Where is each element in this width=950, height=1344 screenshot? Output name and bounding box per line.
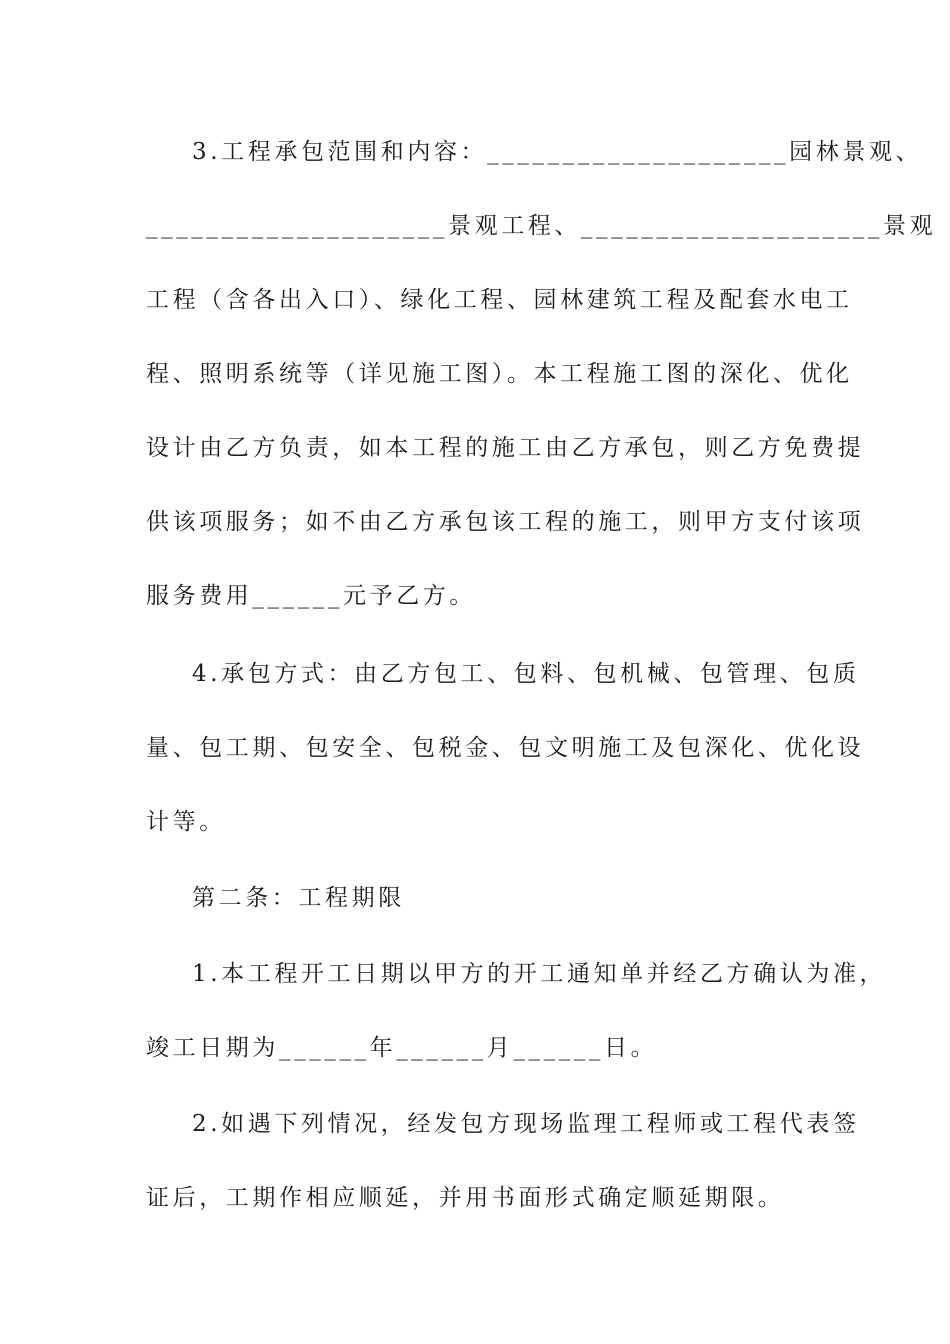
article-2-heading: 第二条：工程期限: [192, 885, 405, 911]
term-1-line-1: 1.本工程开工日期以甲方的开工通知单并经乙方确认为准，: [192, 961, 887, 987]
term-2-line-1: 2.如遇下列情况，经发包方现场监理工程师或工程代表签: [192, 1111, 860, 1137]
clause-3-line-5: 设计由乙方负责，如本工程的施工由乙方承包，则乙方免费提: [146, 435, 865, 461]
clause-3-line-2: ____________________景观工程、____________________景观: [146, 213, 937, 239]
clause-3-line-3: 工程（含各出入口）、绿化工程、园林建筑工程及配套水电工: [146, 287, 853, 313]
term-1-line-2: 竣工日期为______年______月______日。: [146, 1035, 658, 1061]
clause-3-line-7: 服务费用______元予乙方。: [146, 583, 476, 609]
term-2-line-2: 证后，工期作相应顺延，并用书面形式确定顺延期限。: [146, 1185, 785, 1211]
clause-4-line-1: 4.承包方式：由乙方包工、包料、包机械、包管理、包质: [192, 661, 860, 687]
clause-4-line-2: 量、包工期、包安全、包税金、包文明施工及包深化、优化设: [146, 735, 865, 761]
clause-3-line-4: 程、照明系统等（详见施工图）。本工程施工图的深化、优化: [146, 361, 853, 387]
clause-3-line-1: 3.工程承包范围和内容：____________________园林景观、: [192, 139, 923, 165]
clause-3-line-6: 供该项服务；如不由乙方承包该工程的施工，则甲方支付该项: [146, 509, 865, 535]
clause-4-line-3: 计等。: [146, 809, 226, 835]
